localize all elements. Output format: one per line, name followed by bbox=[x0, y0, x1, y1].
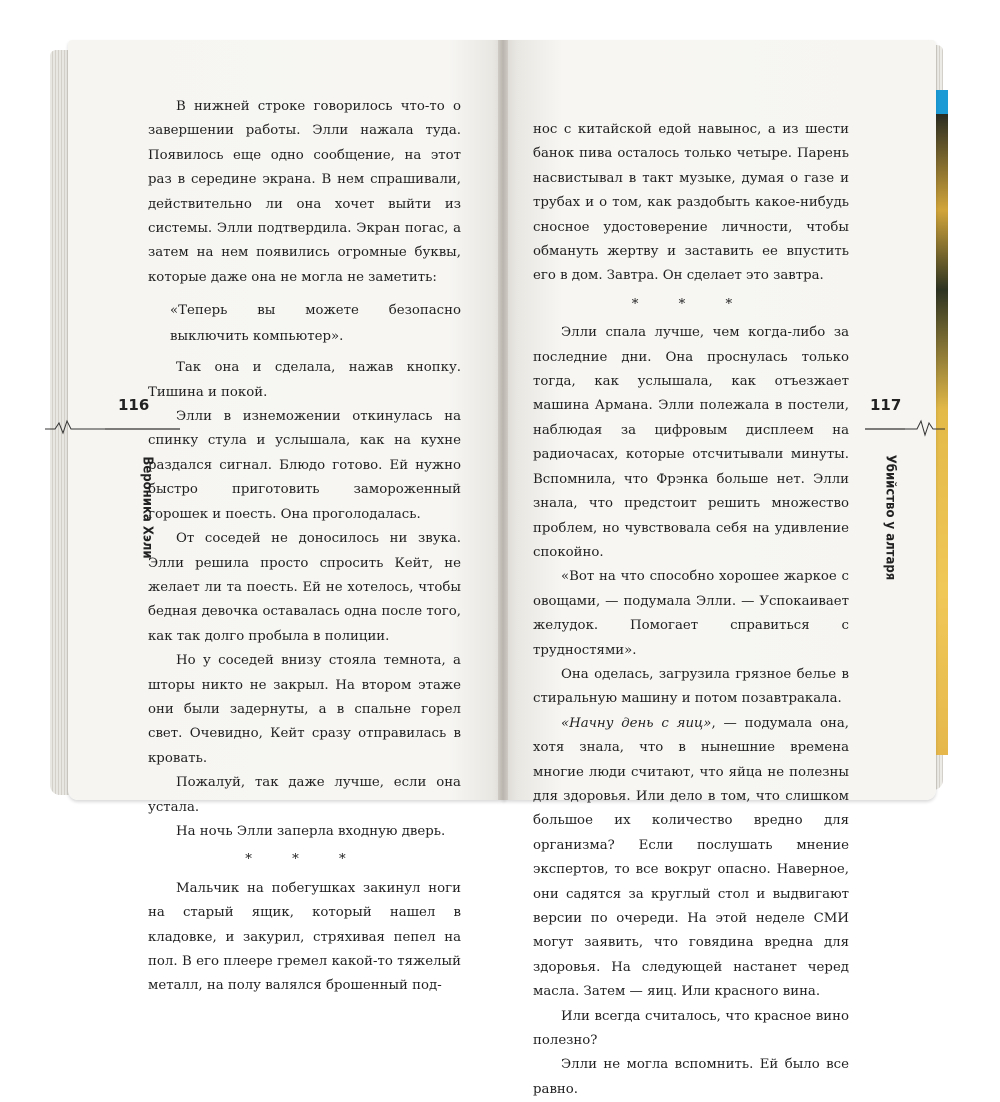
running-head-title: Убийство у алтаря bbox=[882, 454, 898, 581]
paragraph-continuation: , — подумала она, хотя знала, что в нынешние времена многие люди считают, что яйца не полезны для здоровья. Или дело в том, что слишком большое их количество вредно для организма? Если послушать мнение экспертов, то все вокруг опасно. Наверное, они садятся за круглый стол и выдвигают версии по очереди. На этой неделе СМИ могут заявить, что говядина вредна для здоровья. На следующей настанет черед масла. Затем — яиц. Или красного вина. bbox=[533, 715, 850, 1000]
quote: «Теперь вы можете безопасно выключить компьютер». bbox=[170, 303, 461, 345]
paragraph: «Вот на что способно хорошее жаркое с овощами, — подумала Элли. — Успокаивает желудок. Помогает справиться с трудностями». bbox=[533, 569, 849, 658]
italic-thought: «Начну день с яиц» bbox=[561, 715, 712, 731]
right-page-text bbox=[533, 118, 849, 1102]
paragraph: Элли не могла вспомнить. Ей было все равно. bbox=[533, 1057, 849, 1097]
page-number-left: 116 bbox=[118, 396, 150, 414]
paragraph: Так она и сделала, нажав кнопку. Тишина и покой. bbox=[148, 360, 461, 400]
left-page-text bbox=[148, 95, 461, 999]
paragraph: Элли спала лучше, чем когда-либо за последние дни. Она проснулась только тогда, как услышала, как отъезжает машина Армана. Элли полежала в постели, наблюдая за цифровым дисплеем на радиочасах, которые отсчитывали минуты. Вспомнила, что Фрэнка больше нет. Элли знала, что предстоит решить множество проблем, но чувствовала себя на удивление спокойно. bbox=[533, 325, 849, 560]
paragraph: Мальчик на побегушках закинул ноги на старый ящик, который нашел в кладовке, и закурил, стряхивая пепел на пол. В его плеере гремел какой-то тяжелый металл, на полу валялся брошенный под- bbox=[148, 880, 461, 994]
paragraph: От соседей не доносилось ни звука. Элли решила просто спросить Кейт, не желает ли та поесть. Ей не хотелось, чтобы бедная девочка оставалась одна после того, как так долго пробыла в полиции. bbox=[148, 531, 461, 644]
book-gutter bbox=[498, 40, 508, 800]
paragraph: Пожалуй, так даже лучше, если она устала. bbox=[148, 775, 461, 815]
paragraph: Она оделась, загрузила грязное белье в стиральную машину и потом позавтракала. bbox=[533, 666, 849, 707]
paragraph: Но у соседей внизу стояла темнота, а шторы никто не закрыл. На втором этаже они были задернуты, а в спальне горел свет. Очевидно, Кейт сразу отправилась в кровать. bbox=[148, 653, 461, 766]
heartbeat-ornament-right-icon bbox=[865, 415, 945, 439]
paragraph: нос с китайской едой навынос, а из шести банок пива осталось только четыре. Парень насвистывал в такт музыке, думая о газе и трубах и о том, как раздобыть какое-нибудь сносное удостоверение личности, чтобы обмануть жертву и заставить ее впустить его в дом. Завтра. Он сделает это завтра. bbox=[533, 122, 849, 284]
page-number-right: 117 bbox=[870, 396, 902, 414]
heartbeat-ornament-left-icon bbox=[45, 415, 180, 439]
paragraph: Элли в изнеможении откинулась на спинку стула и услышала, как на кухне раздался сигнал. Блюдо готово. Ей нужно быстро приготовить замороженный горошек и поесть. Она проголодалась. bbox=[148, 409, 461, 522]
running-head-author: Вероника Хэли bbox=[139, 456, 155, 559]
scene-separator: * * * bbox=[631, 296, 751, 312]
scene-separator: * * * bbox=[245, 852, 364, 868]
paragraph: В нижней строке говорилось что-то о завершении работы. Элли нажала туда. Появилось еще одно сообщение, на этот раз в середине экрана. В нем спрашивали, действительно ли она хочет выйти из системы. Элли подтвердила. Экран погас, а затем на нем появились огромные буквы, которые даже она не могла не заметить: bbox=[148, 99, 461, 285]
paragraph: Или всегда считалось, что красное вино полезно? bbox=[533, 1008, 849, 1049]
paragraph: На ночь Элли заперла входную дверь. bbox=[176, 823, 446, 839]
paragraph bbox=[533, 712, 849, 1005]
